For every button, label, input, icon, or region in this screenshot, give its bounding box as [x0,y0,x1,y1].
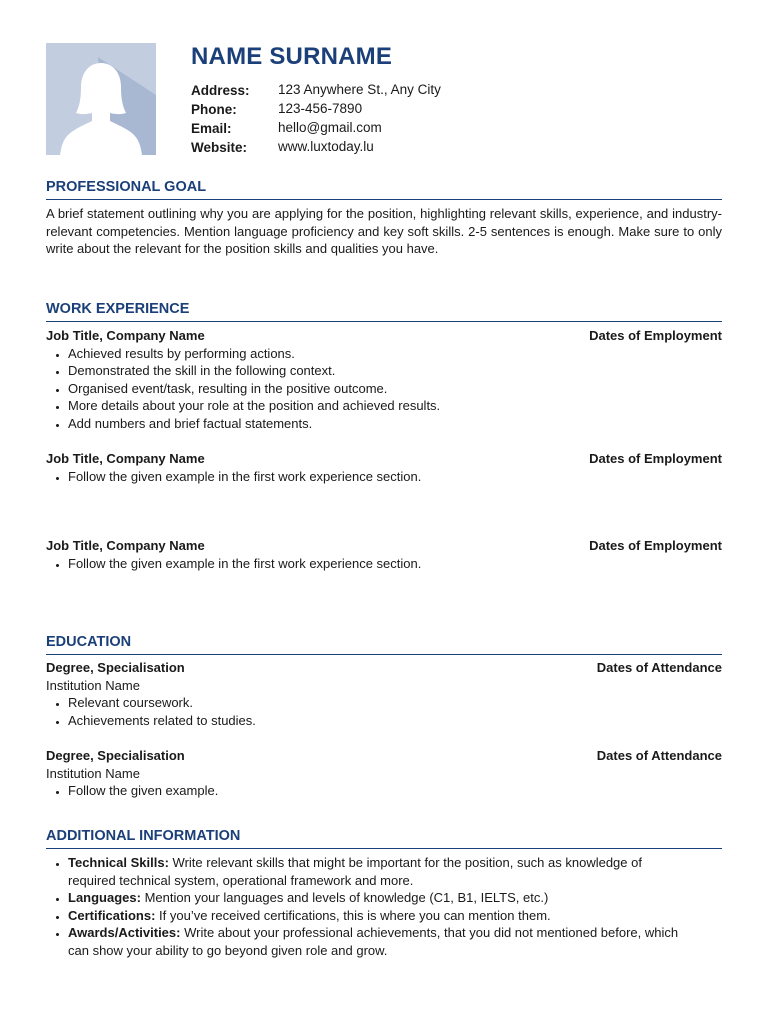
list-item: • Follow the given example. [68,782,722,800]
contact-phone [191,100,441,119]
list-item: • More details about your role at the position and achieved results. [68,397,722,415]
bullet-list [46,345,722,433]
contact-label: Email: [191,121,232,136]
contact-list [191,81,441,157]
contact-value: 123-456-7890 [278,101,363,116]
list-item [68,889,692,907]
section-title: EDUCATION [46,633,722,655]
list-item: • Achieved results by performing actions. [68,345,722,363]
full-name: NAME SURNAME [191,43,393,70]
item-label: Awards/Activities: [68,925,181,940]
education-entry [46,659,722,729]
bullet-list [46,854,722,959]
contact-email [191,119,441,138]
institution-name: Institution Name [46,677,140,693]
item-text: Mention your languages and levels of knowledge (C1, B1, IELTS, etc.) [140,890,549,905]
list-item [68,924,692,959]
attendance-dates: Dates of Attendance [596,660,722,675]
section-title: PROFESSIONAL GOAL [46,178,722,200]
employment-dates: Dates of Employment [589,328,722,343]
item-label: Languages: [68,890,141,905]
section-professional-goal [46,178,722,258]
contact-value: 123 Anywhere St., Any City [278,82,441,97]
bullet-list [46,782,722,800]
job-title: Job Title, Company Name [46,451,205,466]
job-title: Job Title, Company Name [46,328,205,343]
person-silhouette-icon [46,43,156,155]
item-text: Write relevant skills that might be important for the position, such as knowledge of required technical system, operational framework and more. [68,855,642,888]
work-entry [46,450,722,485]
contact-label: Phone: [191,102,237,117]
entry-header [46,450,722,468]
employment-dates: Dates of Employment [589,451,722,466]
contact-label: Website: [191,140,248,155]
education-entry [46,747,722,800]
section-education [46,633,722,798]
contact-value: www.luxtoday.lu [278,139,374,154]
entry-header [46,537,722,555]
list-item: • Follow the given example in the first work experience section. [68,468,722,486]
entry-header [46,747,722,765]
list-item: • Achievements related to studies. [68,712,722,730]
section-title: ADDITIONAL INFORMATION [46,827,722,849]
degree: Degree, Specialisation [46,660,185,675]
resume-page [46,43,722,958]
bullet-list [46,555,722,573]
employment-dates: Dates of Employment [589,538,722,553]
list-item: • Organised event/task, resulting in the positive outcome. [68,380,722,398]
contact-label: Address: [191,83,250,98]
job-title: Job Title, Company Name [46,538,205,553]
section-title: WORK EXPERIENCE [46,300,722,322]
list-item [68,854,692,889]
contact-website [191,138,441,157]
entry-header [46,659,722,677]
entry-header [46,327,722,345]
contact-address [191,81,441,100]
item-text: If you’ve received certifications, this is where you can mention them. [155,907,551,923]
work-entry [46,537,722,572]
section-additional-information [46,827,722,959]
institution-name: Institution Name [46,765,140,781]
bullet-list [46,468,722,486]
list-item: • Add numbers and brief factual statements. [68,415,722,433]
item-label: Certifications: [68,907,156,923]
list-item [68,907,692,925]
bullet-list [46,694,722,729]
degree: Degree, Specialisation [46,748,185,763]
item-text: Write about your professional achievements, that you did not mentioned before, which can show your ability to go beyond given role and grow. [68,925,679,958]
work-entry [46,327,722,432]
resume-header [46,43,722,155]
attendance-dates: Dates of Attendance [596,748,722,763]
contact-value: hello@gmail.com [278,120,382,135]
list-item: • Relevant coursework. [68,694,722,712]
goal-statement: A brief statement outlining why you are applying for the position, highlighting relevant skills, experience, and industry-relevant competencies. Mention language proficiency and key soft skills. 2-5 sentences is enough. Make sure to only write about the relevant for the position skills and qualities you have. [46,206,722,256]
section-work-experience [46,300,722,571]
list-item: • Demonstrated the skill in the following context. [68,362,722,380]
item-label: Technical Skills: [68,855,169,870]
list-item: • Follow the given example in the first work experience section. [68,555,722,573]
